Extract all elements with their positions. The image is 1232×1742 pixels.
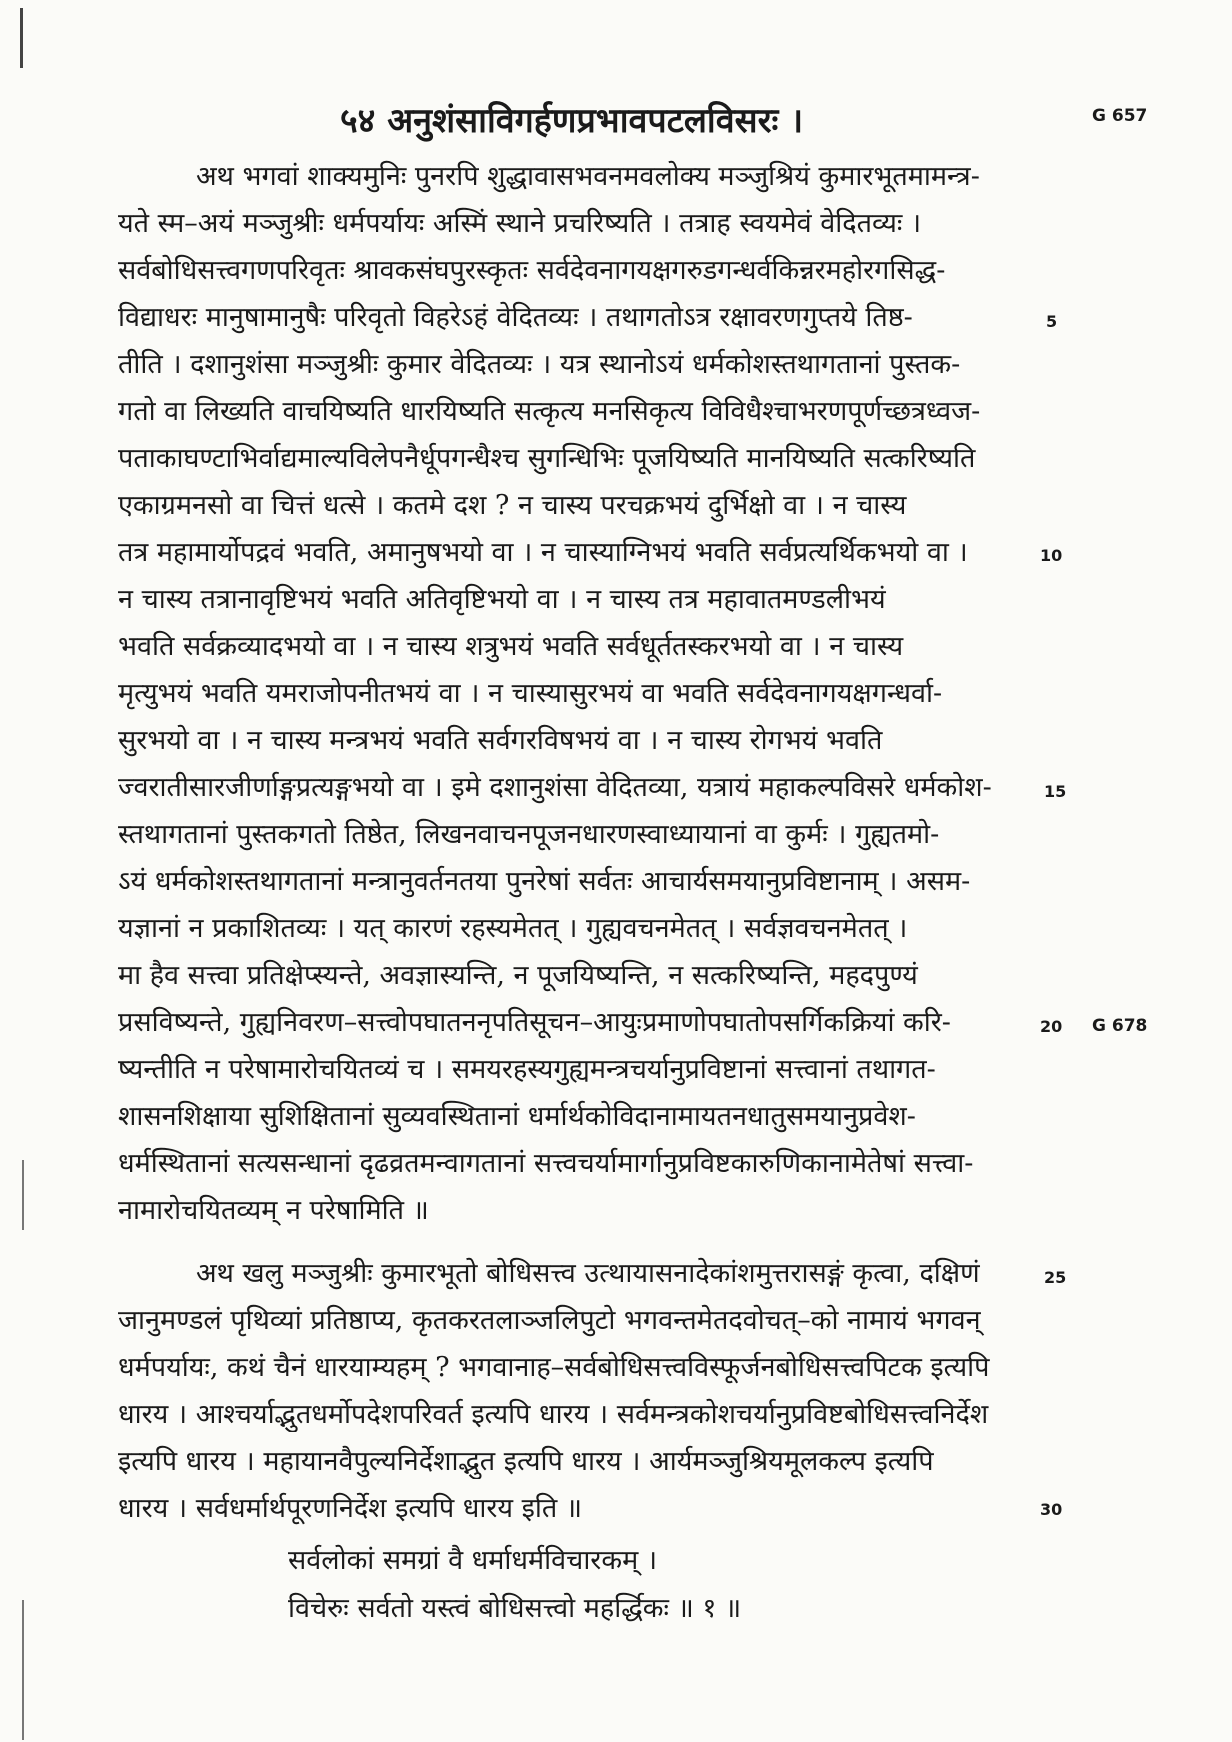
line-number: 10: [1040, 546, 1063, 565]
text-line: मा हैव सत्त्वा प्रतिक्षेप्स्यन्ते, अवज्ञास्यन्ति, न पूजयिष्यन्ति, न सत्करिष्यन्ति, महदपुण्यं: [118, 960, 918, 991]
text-line: इत्यपि धारय । महायानवैपुल्यनिर्देशाद्भुत इत्यपि धारय । आर्यमञ्जुश्रियमूलकल्प इत्यपि: [118, 1446, 934, 1477]
text-line: यते स्म–अयं मञ्जुश्रीः धर्मपर्यायः अस्मिं स्थाने प्रचरिष्यति । तत्राह स्वयमेवं वेदितव्यः ।: [118, 208, 922, 239]
text-line: प्रसविष्यन्ते, गुह्यनिवरण–सत्त्वोपघातननृपतिसूचन–आयुःप्रमाणोपघातोपसर्गिकक्रियां करि-: [118, 1007, 951, 1038]
verse-line: सर्वलोकां समग्रां वै धर्माधर्मविचारकम् ।: [288, 1545, 658, 1576]
page-title: ५४ अनुशंसाविगर्हणप्रभावपटलविसरः ।: [340, 101, 804, 141]
text-line: धर्मपर्यायः, कथं चैनं धारयाम्यहम् ? भगवानाह–सर्वबोधिसत्त्वविस्फूर्जनबोधिसत्त्वपिटक इत्यपि: [118, 1352, 990, 1383]
text-line: धारय । सर्वधर्मार्थपूरणनिर्देश इत्यपि धारय इति ॥: [118, 1493, 583, 1524]
text-line: तत्र महामार्योपद्रवं भवति, अमानुषभयो वा । न चास्याग्निभयं भवति सर्वप्रत्यर्थिकभयो वा ।: [118, 537, 968, 568]
text-line: जानुमण्डलं पृथिव्यां प्रतिष्ठाप्य, कृतकरतलाञ्जलिपुटो भगवन्तमेतदवोचत्–को नामायं भगवन्: [118, 1305, 981, 1336]
text-line: नामारोचयितव्यम् न परेषामिति ॥: [118, 1195, 429, 1226]
reference-mid: G 678: [1092, 1016, 1148, 1036]
line-number: 25: [1044, 1268, 1067, 1287]
text-line: सुरभयो वा । न चास्य मन्त्रभयं भवति सर्वगरविषभयं वा । न चास्य रोगभयं भवति: [118, 725, 883, 756]
line-number: 15: [1044, 782, 1067, 801]
reference-top: G 657: [1092, 106, 1148, 126]
text-line: विद्याधरः मानुषामानुषैः परिवृतो विहरेऽहं वेदितव्यः । तथागतोऽत्र रक्षावरणगुप्तये तिष्ठ-: [118, 302, 913, 333]
text-line: न चास्य तत्रानावृष्टिभयं भवति अतिवृष्टिभयो वा । न चास्य तत्र महावातमण्डलीभयं: [118, 584, 886, 615]
text-line: मृत्युभयं भवति यमराजोपनीतभयं वा । न चास्यासुरभयं वा भवति सर्वदेवनागयक्षगन्धर्वा-: [118, 678, 943, 709]
line-number: 20: [1040, 1017, 1063, 1036]
text-line: ऽयं धर्मकोशस्तथागतानां मन्त्रानुवर्तनतया पुनरेषां सर्वतः आचार्यसमयानुप्रविष्टानाम् । असम-: [118, 866, 971, 897]
text-line: यज्ञानां न प्रकाशितव्यः । यत् कारणं रहस्यमेतत् । गुह्यवचनमेतत् । सर्वज्ञवचनमेतत् ।: [118, 913, 908, 944]
text-line: ष्यन्तीति न परेषामारोचयितव्यं च । समयरहस्यगुह्यमन्त्रचर्यानुप्रविष्टानां सत्त्वानां तथागत-: [118, 1054, 936, 1085]
text-line: स्तथागतानां पुस्तकगतो तिष्ठेत, लिखनवाचनपूजनधारणस्वाध्यायानां वा कुर्मः । गुह्यतमो-: [118, 819, 940, 850]
text-line: गतो वा लिख्यति वाचयिष्यति धारयिष्यति सत्कृत्य मनसिकृत्य विविधैश्चाभरणपूर्णच्छत्रध्वज-: [118, 396, 981, 427]
left-margin-mark: [20, 8, 23, 68]
text-line: तीति । दशानुशंसा मञ्जुश्रीः कुमार वेदितव्यः । यत्र स्थानोऽयं धर्मकोशस्तथागतानां पुस्तक-: [118, 349, 961, 380]
text-line: अथ भगवां शाक्यमुनिः पुनरपि शुद्धावासभवनमवलोक्य मञ्जुश्रियं कुमारभूतमामन्त्र-: [196, 161, 980, 192]
text-line: अथ खलु मञ्जुश्रीः कुमारभूतो बोधिसत्त्व उत्थायासनादेकांशमुत्तरासङ्गं कृत्वा, दक्षिणं: [196, 1258, 980, 1289]
text-line: पताकाघण्टाभिर्वाद्यमाल्यविलेपनैर्धूपगन्धैश्च सुगन्धिभिः पूजयिष्यति मानयिष्यति सत्करिष्यति: [118, 443, 976, 474]
line-number: 30: [1040, 1500, 1063, 1519]
text-line: धारय । आश्चर्याद्भुतधर्मोपदेशपरिवर्त इत्यपि धारय । सर्वमन्त्रकोशचर्यानुप्रविष्टबोधिसत्त्वनिर्देश: [118, 1399, 989, 1430]
line-number: 5: [1046, 312, 1058, 331]
verse-line: विचेरुः सर्वतो यस्त्वं बोधिसत्त्वो महर्द्धिकः ॥ १ ॥: [288, 1593, 742, 1624]
left-margin-mark: [22, 1160, 24, 1230]
text-line: एकाग्रमनसो वा चित्तं धत्से । कतमे दश ? न चास्य परचक्रभयं दुर्भिक्षो वा । न चास्य: [118, 490, 907, 521]
text-line: भवति सर्वक्रव्यादभयो वा । न चास्य शत्रुभयं भवति सर्वधूर्ततस्करभयो वा । न चास्य: [118, 631, 904, 662]
text-line: धर्मस्थितानां सत्यसन्धानां दृढव्रतमन्वागतानां सत्त्वचर्यामार्गानुप्रविष्टकारुणिकानामेतेषां सत्त्वा-: [118, 1148, 974, 1179]
text-line: सर्वबोधिसत्त्वगणपरिवृतः श्रावकसंघपुरस्कृतः सर्वदेवनागयक्षगरुडगन्धर्वकिन्नरमहोरगसिद्ध-: [118, 255, 946, 286]
text-line: शासनशिक्षाया सुशिक्षितानां सुव्यवस्थितानां धर्मार्थकोविदानामायतनधातुसमयानुप्रवेश-: [118, 1101, 916, 1132]
left-margin-mark: [22, 1600, 24, 1740]
text-line: ज्वरातीसारजीर्णाङ्गप्रत्यङ्गभयो वा । इमे दशानुशंसा वेदितव्या, यत्रायं महाकल्पविसरे धर्मकोश-: [118, 772, 992, 803]
